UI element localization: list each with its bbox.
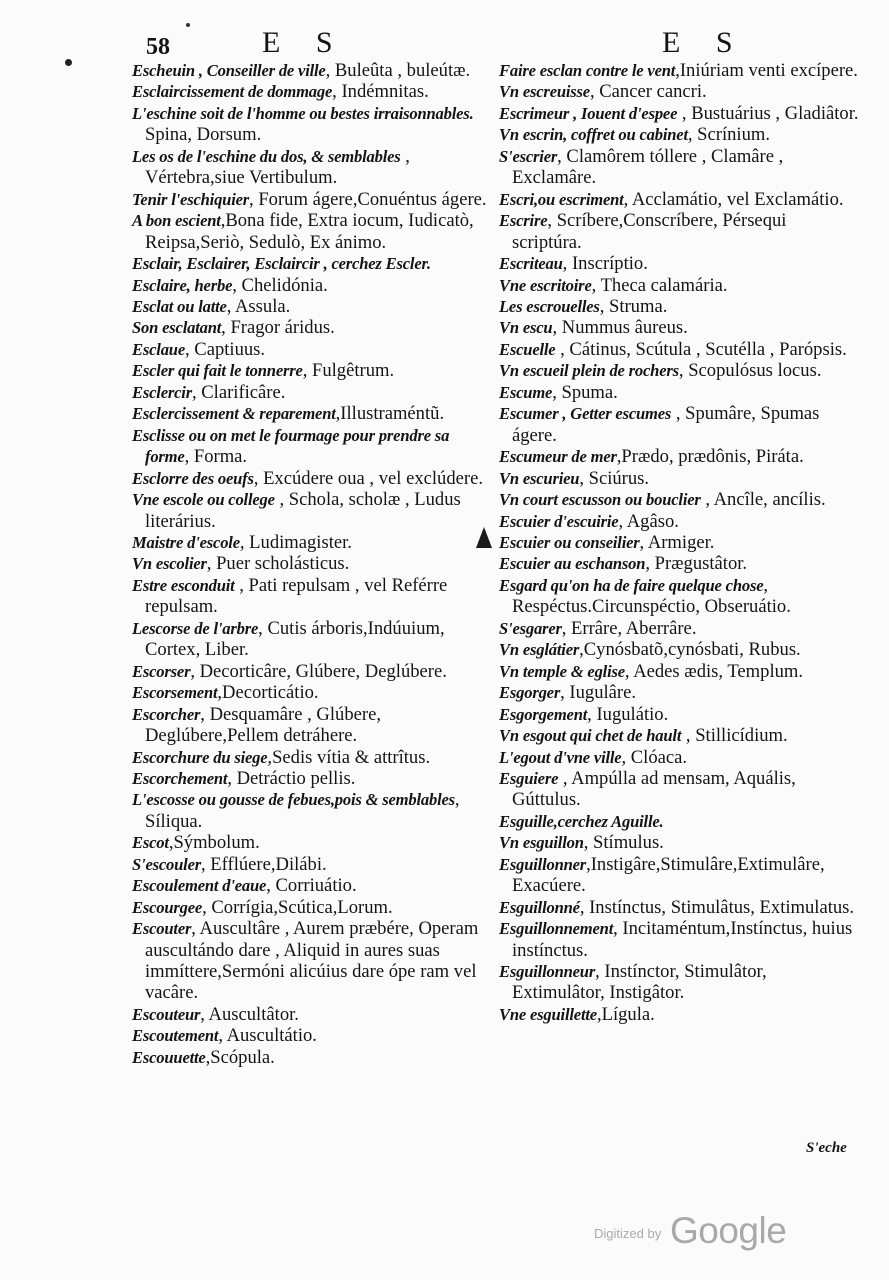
- page-number: 58: [146, 34, 170, 60]
- french-headword: Esgard qu'on ha de faire quelque chose: [499, 575, 764, 595]
- dictionary-entry: [132, 253, 492, 274]
- latin-equivalent: , Theca calamária.: [591, 274, 728, 296]
- latin-equivalent: , Desquamâre , Glúbere, Deglúbere,Pellem detráhere.: [145, 703, 381, 747]
- dictionary-entry: [132, 875, 492, 896]
- french-headword: Esclaue: [132, 339, 185, 359]
- latin-equivalent: , Corriuátio.: [266, 875, 357, 897]
- latin-equivalent: Spina, Dorsum.: [145, 124, 262, 146]
- latin-equivalent: , Aedes ædis, Templum.: [624, 660, 804, 682]
- latin-equivalent: , Pati repulsam , vel Reférre repulsam.: [145, 574, 448, 618]
- french-headword: Esgorgement: [499, 704, 588, 724]
- dictionary-entry: [499, 832, 859, 853]
- latin-equivalent: , Captiuus.: [185, 338, 266, 360]
- french-headword: L'egout d'vne ville: [499, 747, 622, 767]
- french-headword: Vn escolier: [132, 554, 207, 574]
- latin-equivalent: , Scrínium.: [687, 124, 770, 146]
- french-headword: Vn escreuisse: [499, 82, 590, 102]
- latin-equivalent: ,Illustraméntũ.: [335, 403, 445, 425]
- dictionary-entry: [132, 382, 492, 403]
- french-headword: Vn esgout qui chet de hault: [499, 726, 682, 746]
- dictionary-entry: [132, 1025, 492, 1046]
- dictionary-entry: [132, 210, 492, 253]
- french-headword: Estre esconduit: [132, 575, 235, 595]
- french-headword: Les escrouelles: [499, 296, 600, 316]
- latin-equivalent: , Scríbere,Conscríbere, Pérsequi scriptúra.: [512, 210, 787, 253]
- dictionary-entry: [132, 317, 492, 338]
- french-headword: Esguille,cerchez Aguille.: [499, 811, 664, 831]
- latin-equivalent: , Ludimagister.: [239, 531, 352, 553]
- dictionary-entry: [499, 189, 859, 210]
- dictionary-entry: [499, 124, 859, 145]
- dictionary-entry: [499, 661, 859, 682]
- french-headword: S'escouler: [132, 854, 201, 874]
- latin-equivalent: ,Instigâre,Stimulâre,Extimulâre, Exacúere.: [512, 853, 825, 897]
- dictionary-entry: [499, 317, 859, 338]
- french-headword: S'esgarer: [499, 618, 562, 638]
- latin-equivalent: , Prægustâtor.: [645, 553, 748, 575]
- latin-equivalent: , Clamôrem tóllere , Clamâre , Exclamâre.: [512, 145, 784, 189]
- french-headword: Escheuin , Conseiller de ville: [132, 61, 326, 80]
- dictionary-entry: [499, 768, 859, 811]
- dictionary-entry: [132, 468, 492, 489]
- french-headword: Tenir l'eschiquier: [132, 189, 250, 209]
- dictionary-entry: [499, 489, 859, 510]
- dictionary-entry: [132, 661, 492, 682]
- dictionary-entry: [499, 575, 859, 618]
- french-headword: Esclaire, herbe: [132, 275, 233, 295]
- dictionary-entry: [132, 682, 492, 703]
- latin-equivalent: , Clóaca.: [621, 746, 688, 768]
- ink-blot: [65, 59, 72, 66]
- french-headword: Vn escrin, coffret ou cabinet: [499, 125, 688, 145]
- latin-equivalent: , Fragor áridus.: [221, 317, 335, 339]
- french-headword: Vn temple & eglise: [499, 661, 625, 681]
- french-headword: Maistre d'escole: [132, 532, 240, 552]
- latin-equivalent: , Cancer cancri.: [589, 81, 707, 103]
- latin-equivalent: ,Iniúriam venti excípere.: [675, 60, 858, 81]
- dictionary-entry: [132, 768, 492, 789]
- dictionary-entry: [499, 253, 859, 274]
- french-headword: Esclaircissement de dommage: [132, 82, 333, 102]
- latin-equivalent: , Spuma.: [552, 381, 618, 403]
- french-headword: Escorchure du siege: [132, 747, 268, 767]
- dictionary-entry: [132, 618, 492, 661]
- dictionary-entry: [132, 81, 492, 102]
- french-headword: L'escosse ou gousse de febues,pois & semblables: [132, 790, 455, 810]
- french-headword: Vn escueil plein de rochers: [499, 361, 679, 381]
- dictionary-entry: [499, 918, 859, 961]
- latin-equivalent: , Cátinus, Scútula , Scutélla , Parópsis.: [555, 338, 847, 360]
- french-headword: Escuier ou conseilier: [499, 532, 640, 552]
- latin-equivalent: , Auscultâre , Aurem præbére, Operam auscultándo dare , Aliquid in aures suas immíttere,Sermóni alicúius dare ópe ram vel vacâre.: [145, 918, 479, 1004]
- dictionary-entry: [499, 854, 859, 897]
- dictionary-entry: [132, 275, 492, 296]
- dictionary-entry: [499, 468, 859, 489]
- latin-equivalent: , Fulgêtrum.: [302, 360, 395, 382]
- dictionary-entry: [132, 747, 492, 768]
- french-headword: Escler qui fait le tonnerre: [132, 361, 303, 381]
- dictionary-entry: [499, 296, 859, 317]
- french-headword: Vn court escusson ou bouclier: [499, 490, 701, 510]
- dictionary-entry: [132, 339, 492, 360]
- french-headword: Escorser: [132, 661, 191, 681]
- latin-equivalent: ,Decorticátio.: [217, 682, 319, 704]
- french-headword: Escorchement: [132, 768, 228, 788]
- french-headword: Vn escurieu: [499, 468, 580, 488]
- french-headword: S'escrier: [499, 146, 558, 166]
- french-headword: Escourgee: [132, 897, 203, 917]
- french-headword: Esguillonner: [499, 854, 587, 874]
- dictionary-entry: [499, 553, 859, 574]
- latin-equivalent: , Auscultátio.: [218, 1025, 317, 1047]
- latin-equivalent: , Inscríptio.: [562, 253, 648, 275]
- latin-equivalent: , Vértebra,siue Vertibulum.: [145, 145, 410, 189]
- latin-equivalent: , Ampúlla ad mensam, Aquális, Gúttulus.: [512, 767, 796, 811]
- latin-equivalent: , Instínctor, Stimulâtor, Extimulâtor, Instigâtor.: [512, 961, 767, 1004]
- dictionary-entry: [499, 897, 859, 918]
- french-headword: Les os de l'eschine du dos, & semblables: [132, 146, 401, 166]
- french-headword: Esguiere: [499, 768, 559, 788]
- latin-equivalent: , Nummus âureus.: [552, 317, 688, 339]
- dictionary-entry: [132, 575, 492, 618]
- french-headword: Son esclatant: [132, 318, 222, 338]
- dictionary-entry: [499, 103, 859, 124]
- dictionary-entry: [132, 553, 492, 574]
- french-headword: Escrire: [499, 211, 548, 231]
- dictionary-entry: [132, 425, 492, 468]
- french-headword: Esguillonné: [499, 897, 580, 917]
- latin-equivalent: , Schola, scholæ , Ludus literárius.: [145, 489, 461, 532]
- french-headword: Escuier d'escuirie: [499, 511, 619, 531]
- google-watermark: Google: [670, 1210, 787, 1251]
- french-headword: Lescorse de l'arbre: [132, 618, 259, 638]
- french-headword: Esguillonneur: [499, 962, 596, 982]
- latin-equivalent: , Respéctus.Circunspéctio, Obseruátio.: [512, 574, 791, 618]
- french-headword: Escorcher: [132, 704, 201, 724]
- dictionary-entry: [132, 189, 492, 210]
- dictionary-entry: [499, 532, 859, 553]
- dictionary-entry: [499, 146, 859, 189]
- dictionary-entry: [499, 403, 859, 446]
- latin-equivalent: , Cutis árboris,Indúuium, Cortex, Liber.: [145, 617, 445, 661]
- dictionary-entry: [499, 704, 859, 725]
- french-headword: Escouter: [132, 919, 192, 939]
- french-headword: Esclat ou latte: [132, 296, 227, 316]
- french-headword: Esguillonnement: [499, 919, 614, 939]
- latin-equivalent: , Instínctus, Stimulâtus, Extimulatus.: [579, 896, 855, 918]
- latin-equivalent: , Struma.: [599, 295, 668, 317]
- latin-equivalent: , Stímulus.: [583, 832, 664, 854]
- french-headword: Escrimeur , Iouent d'espee: [499, 103, 678, 123]
- french-headword: Escumer , Getter escumes: [499, 404, 672, 424]
- latin-equivalent: , Síliqua.: [145, 789, 460, 832]
- french-headword: Escoulement d'eaue: [132, 876, 267, 896]
- french-headword: Esclisse ou on met le fourmage pour prendre sa forme: [132, 425, 450, 467]
- ink-speck: [186, 23, 190, 27]
- latin-equivalent: ,Sedis vítia & attrîtus.: [267, 746, 431, 768]
- dictionary-entry: [132, 918, 492, 1004]
- latin-equivalent: , Puer scholásticus.: [206, 553, 350, 575]
- dictionary-entry: [132, 489, 492, 532]
- latin-equivalent: , Detráctio pellis.: [227, 767, 356, 789]
- french-headword: Vne escritoire: [499, 275, 592, 295]
- dictionary-entry: [132, 854, 492, 875]
- latin-equivalent: , Forum ágere,Conuéntus ágere.: [249, 188, 487, 210]
- latin-equivalent: ,Sýmbolum.: [168, 832, 260, 854]
- right-column: [499, 60, 859, 1025]
- french-headword: A bon escient: [132, 211, 221, 231]
- latin-equivalent: ,Lígula.: [596, 1003, 655, 1025]
- latin-equivalent: , Forma.: [184, 446, 248, 468]
- running-header-left: E S: [262, 26, 347, 59]
- french-headword: Escuier au eschanson: [499, 554, 646, 574]
- french-headword: Faire esclan contre le vent: [499, 61, 676, 80]
- dictionary-entry: [499, 618, 859, 639]
- latin-equivalent: , Errâre, Aberrâre.: [561, 617, 697, 639]
- french-headword: Escriteau: [499, 254, 563, 274]
- dictionary-entry: [499, 339, 859, 360]
- latin-equivalent: , Assula.: [226, 295, 291, 317]
- left-column: [132, 60, 492, 1068]
- french-headword: Vn esglátier: [499, 640, 580, 660]
- dictionary-entry: [132, 532, 492, 553]
- dictionary-entry: [499, 682, 859, 703]
- dictionary-entry: [132, 1004, 492, 1025]
- french-headword: Escoutement: [132, 1026, 219, 1046]
- latin-equivalent: , Acclamátio, vel Exclamátio.: [623, 188, 844, 210]
- latin-equivalent: ,Bona fide, Extra iocum, Iudicatò, Reipsa,Seriò, Sedulò, Ex ánimo.: [145, 210, 474, 253]
- dictionary-entry: [499, 60, 859, 81]
- french-headword: Vne escole ou college: [132, 490, 275, 510]
- dictionary-entry: [132, 704, 492, 747]
- dictionary-entry: [499, 360, 859, 381]
- dictionary-entry: [132, 403, 492, 424]
- dictionary-entry: [132, 60, 492, 81]
- dictionary-entry: [132, 146, 492, 189]
- dictionary-entry: [499, 275, 859, 296]
- latin-equivalent: , Spumâre, Spumas ágere.: [512, 403, 820, 446]
- french-headword: Esclercissement & reparement: [132, 404, 336, 424]
- dictionary-entry: [499, 81, 859, 102]
- latin-equivalent: , Buleûta , buleútæ.: [325, 60, 471, 81]
- french-headword: Escouteur: [132, 1004, 201, 1024]
- dictionary-entry: [499, 639, 859, 660]
- dictionary-entry: [499, 747, 859, 768]
- latin-equivalent: , Indémnitas.: [332, 81, 429, 103]
- latin-equivalent: , Efflúere,Dilábi.: [201, 853, 327, 875]
- french-headword: Escuelle: [499, 339, 556, 359]
- latin-equivalent: , Armiger.: [639, 531, 715, 553]
- latin-equivalent: , Iugulâre.: [560, 682, 637, 704]
- french-headword: Esclorre des oeufs: [132, 468, 254, 488]
- digitized-by-label: Digitized by: [594, 1226, 662, 1241]
- latin-equivalent: , Clarificâre.: [191, 381, 286, 403]
- latin-equivalent: , Iugulátio.: [587, 703, 669, 725]
- latin-equivalent: , Stillicídium.: [681, 725, 788, 747]
- french-headword: Esclair, Esclairer, Esclaircir , cerchez Escler.: [132, 254, 431, 274]
- french-headword: Vn esguillon: [499, 833, 584, 853]
- dictionary-entry: [499, 1004, 859, 1025]
- dictionary-entry: [499, 210, 859, 253]
- french-headword: Esgorger: [499, 683, 561, 703]
- latin-equivalent: ,Scópula.: [205, 1046, 275, 1068]
- latin-equivalent: ,Prædo, prædônis, Piráta.: [616, 446, 804, 468]
- french-headword: Escumeur de mer: [499, 447, 617, 467]
- running-header-right: E S: [662, 26, 747, 59]
- french-headword: Vn escu: [499, 318, 553, 338]
- latin-equivalent: , Incitaméntum,Instínctus, huius instínctus.: [512, 918, 853, 961]
- latin-equivalent: , Excúdere oua , vel exclúdere.: [253, 467, 483, 489]
- french-headword: Escot: [132, 833, 169, 853]
- latin-equivalent: , Auscultâtor.: [200, 1003, 299, 1025]
- dictionary-entry: [132, 1047, 492, 1068]
- french-headword: Escri,ou escriment: [499, 189, 624, 209]
- latin-equivalent: , Sciúrus.: [579, 467, 650, 489]
- french-headword: Esclercir: [132, 382, 192, 402]
- dictionary-entry: [132, 789, 492, 832]
- dictionary-entry: [499, 961, 859, 1004]
- latin-equivalent: , Scopulósus locus.: [678, 360, 822, 382]
- dictionary-entry: [499, 511, 859, 532]
- latin-equivalent: , Ancîle, ancílis.: [700, 489, 826, 511]
- latin-equivalent: , Agâso.: [618, 510, 679, 532]
- dictionary-entry: [132, 897, 492, 918]
- french-headword: Escorsement: [132, 683, 218, 703]
- latin-equivalent: , Bustuárius , Gladiâtor.: [677, 102, 859, 124]
- latin-equivalent: , Chelidónia.: [232, 274, 328, 296]
- dictionary-entry: [499, 811, 859, 832]
- french-headword: Escume: [499, 382, 553, 402]
- dictionary-entry: [132, 296, 492, 317]
- latin-equivalent: , Decorticâre, Glúbere, Deglúbere.: [190, 660, 447, 682]
- latin-equivalent: , Corrígia,Scútica,Lorum.: [202, 896, 393, 918]
- french-headword: Vne esguillette: [499, 1004, 597, 1024]
- dictionary-entry: [132, 832, 492, 853]
- french-headword: L'eschine soit de l'homme ou bestes irraisonnables.: [132, 103, 474, 123]
- catchword: S'eche: [806, 1140, 847, 1156]
- dictionary-entry: [499, 725, 859, 746]
- dictionary-entry: [499, 446, 859, 467]
- latin-equivalent: ,Cynósbatõ,cynósbati, Rubus.: [579, 639, 801, 661]
- dictionary-entry: [132, 103, 492, 146]
- french-headword: Escouuette: [132, 1047, 206, 1067]
- dictionary-entry: [132, 360, 492, 381]
- dictionary-entry: [499, 382, 859, 403]
